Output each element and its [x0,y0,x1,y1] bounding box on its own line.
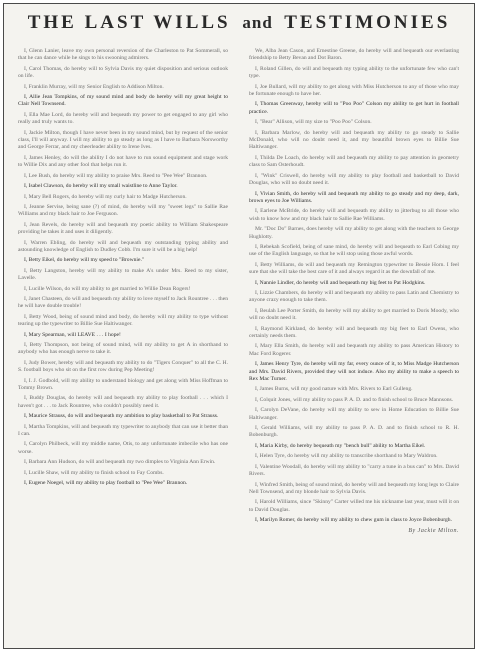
will-paragraph: I, Lucille Shaw, will my ability to finish school to Fay Combs. [24,469,164,476]
will-paragraph: I, Lizzie Chambers, do hereby will and bequeath my ability to pass Latin and Chemistry to anyone crazy enough to take them. [249,289,459,304]
will-paragraph: I, Jackie Milton, though I have never been in my sound mind, but by request of the senior class, I'll will anyway. I will my ability to go steady as long as I have to Barbara Norsworthy and George Ferrar, and my cheerleader ability to Irene Ives. [18,129,228,151]
will-paragraph: I, Vivian Smith, do hereby will and bequeath my ability to go steady and my deep, dark, brown eyes to Joe Williams. [249,190,459,204]
will-paragraph: I, Earlene McBride, do hereby will and bequeath my ability to jitterbug to all those who wish to know how and my black hair to Sallie Rae Williams. [249,208,459,222]
will-paragraph: I, Maria Kirby, do hereby bequeath my "bench bull" ability to Martha Eikel. [255,442,426,449]
will-paragraph: We, Alba Jean Cason, and Ernestine Greene, do hereby will and bequeath our everlasting friendship to Betty Bevan and Dot Baron. [249,48,459,62]
will-paragraph: I, Raymond Kirkland, do hereby will and bequeath my big feet to Earl Owens, who certainly needs them. [249,325,459,339]
will-paragraph: I, Roland Gillen, do will and bequeath my typing ability to the unfortunate few who can't type. [249,65,459,80]
will-paragraph: I, James Henry Tyre, do hereby will my far, every ounce of it, to Miss Madge Hutcherson and Mrs. David Rivers, provided they will not induce. Also my ability to make a speech to Rex Mac Turner. [249,361,459,383]
will-paragraph: I, Betty Wood, being of sound mind and body, do hereby will my ability to type without tearing up the typewriter to Billie Sue Haltiwanger. [18,313,228,328]
will-paragraph: I, Betty Williams, do will and bequeath my Remington typewriter to Bessie Horn. I feel sure that she will take the best care of it and always regard it as the downfall of me. [249,261,459,276]
will-paragraph: I, Lucille Wilson, do will my ability to get married to Willie Dean Rogers! [24,285,191,292]
will-paragraph: I, Thomas Greenway, hereby will to "Poo Poo" Colson my ability to get hurt in football practice. [249,101,459,115]
will-paragraph: I, Janet Chasteen, do will and bequeath my ability to love myself to Jack Rountree . . . then he will have double trouble! [18,295,228,310]
will-paragraph: I, James Burns, will my good nature with Mrs. Rivers to Earl Gulleng. [255,386,413,393]
will-paragraph: I, James Henley, do will the ability I do not have to run sound equipment and stage work to Willie Dix and any other fool that helps run it. [18,154,228,169]
will-paragraph: I, Mary Ella Smith, do hereby will and bequeath my ability to pass American History to Mac Ford Rogerer. [249,343,459,357]
will-paragraph: I, Mary Bell Rogers, do hereby will my curly hair to Madge Hutcherson. [24,193,187,200]
will-paragraph: I, Betty Thompson, not being of sound mind, will my ability to get A in shorthand to anybody who has enough nerve to take it. [18,342,228,356]
will-paragraph: I, Maurice Strauss, do will and bequeath my ambition to play basketball to Pat Strauss. [24,413,219,420]
will-paragraph: I, Ella Mae Lord, do hereby will and bequeath my power to get engaged to any girl who really and truly wants to. [18,111,228,126]
title-and: and [242,13,273,32]
will-paragraph: I, Rebekah Scofield, being of sane mind, do hereby will and bequeath to Earl Cobing my use of the English language, so that he will stop using those awful words. [249,243,459,258]
will-paragraph: I, Isabel Clawson, do hereby will my small waistline to Anne Taylor. [24,183,178,190]
will-paragraph: I, Franklin Murray, will my Senior English to Addison Milton. [24,83,164,90]
will-paragraph: I, Lee Bush, do hereby will my ability to praise Mrs. Reed to "Pee Wee" Brannon. [24,172,208,179]
will-paragraph: I, Beulah Lee Porter Smith, do hereby will my ability to get married to Doris Moody, who will no doubt need it. [249,307,459,322]
will-paragraph: I, Valentine Woodall, do hereby will my ability to "carry a tune in a bus can" to Mrs. David Rivers. [249,463,459,478]
page-title [4,12,474,34]
title-second: TESTIMONIES [284,12,451,33]
title-main: THE LAST WILLS [27,12,231,33]
will-paragraph: I, Winfred Smith, being of sound mind, do hereby will and bequeath my long legs to Claire Nell Townsend, and my blonde hair to Sylvia Davis. [249,481,459,495]
will-paragraph: I, Jeanne Servise, being sane (?) of mind, do hereby will my "sweet legs" to Sallie Rae Williams and my black hair to Joe Ferguson. [18,203,228,218]
will-paragraph: I, "Bear" Allison, will my size to "Poo Poo" Colson. [255,119,372,126]
will-paragraph: I, Thilda De Loach, do hereby will and bequeath my ability to pay attention in geometry class to Sam Osterhoudt. [249,154,459,169]
left-column [18,48,228,644]
will-paragraph: I, Carol Thomas, do hereby will to Sylvia Davis my quiet disposition and serious outlook on life. [18,65,228,80]
will-paragraph: I, Helen Tyre, do hereby will my ability to transcribe shorthand to Mary Waldron. [255,453,438,460]
will-paragraph: I, Allie Jean Tompkins, of my sound mind and body do hereby will my great height to Clair Nell Townsend. [18,94,228,108]
will-paragraph: I, Jean Revels, do hereby will and bequeath my poetic ability to William Shakespeare providing he takes it and uses it diligently. [18,221,228,236]
will-paragraph: I, Judy Bower, hereby will and bequeath my ability to do "Tigers Conquer" to all the C. H. S. football boys who sit on the first row during Pep Meeting! [18,359,228,374]
will-paragraph: I, Gerald Williams, will my ability to pass P. A. D. and to finish school to R. H. Bobenburgh. [249,425,459,439]
will-paragraph: I, Martha Tompkins, will and bequeath my typewriter to anybody that can use it better than I can. [18,423,228,438]
will-paragraph: I, I. J. Godbold, will my ability to understand biology and get along with Miss Hoffman to Tommy Brown. [18,377,228,392]
will-paragraph: I, "Wink" Criswell, do hereby will my ability to play football and basketball to David Douglas, who will no doubt need it. [249,172,459,187]
will-paragraph: I, Warren Ebling, do hereby will and bequeath my outstanding typing ability and astounding knowledge of English to Dudley Cobb. I'm sure it will be a big help! [18,239,228,253]
will-paragraph: I, Mary Spearman, will LEAVE . . . I hope! [24,331,121,338]
will-paragraph: I, Joe Bullard, will my ability to get along with Miss Hutcherson to any of those who may be fortunate enough to have her. [249,83,459,98]
will-paragraph: I, Nannie Lindler, do hereby will and bequeath my big feet to Pat Hodgkins. [255,279,426,286]
will-paragraph: I, Harold Williams, since "Skinny" Carter willed me his nickname last year, must will it on to David Douglas. [249,499,459,513]
will-paragraph: I, Marilyn Romer, do hereby will my ability to chew gum in class to Joyce Bobenburgh. [255,517,452,524]
will-paragraph: I, Colquit Jones, will my ability to pass P. A. D. and to finish school to Bruce Mannsons. [255,396,454,403]
yearbook-page [3,3,475,649]
will-paragraph: I, Carolyn DeVane, do hereby will my ability to sew in Home Education to Billie Sue Haltiwanger. [249,407,459,421]
will-paragraph: Mr. "Doc Do" Barnes, does hereby will my ability to get along with the teachers to George Hughlotty. [249,226,459,240]
will-paragraph: I, Barbara Marlow, do hereby will and bequeath my ability to go steady to Sallie McDonald, who will no doubt need it, and my beautiful brown eyes to Billie Sue Haltiwanger. [249,129,459,151]
right-column [249,48,459,644]
will-paragraph: I, Glenn Lanier, leave my own personal reversion of the Charleston to Pat Sommerall, so that he can dance while he sings to his swooning admirers. [18,48,228,62]
will-paragraph: I, Eugene Noegel, will my ability to play football to "Pee Wee" Brannon. [24,480,188,487]
will-paragraph: I, Carolyn Philbeck, will my middle name, Otis, to any unfortunate imbecile who has one worse. [18,441,228,455]
author-signature: By Jackie Milton. [408,527,459,534]
will-paragraph: I, Betty Langston, hereby will my ability to make A's under Mrs. Reed to my sister, Lavelle. [18,267,228,282]
will-paragraph: I, Buddy Douglas, do hereby will and bequeath my ability to play football . . . which I haven't got . . . to Jack Rountree, who couldn't possibly need it. [18,395,228,409]
will-paragraph: I, Betty Eikel, do hereby will my speed to "Brownie." [24,257,145,264]
will-paragraph: I, Barbara Ann Hudson, do will and bequeath my two dimples to Virginia Ann Erwin. [24,459,216,466]
